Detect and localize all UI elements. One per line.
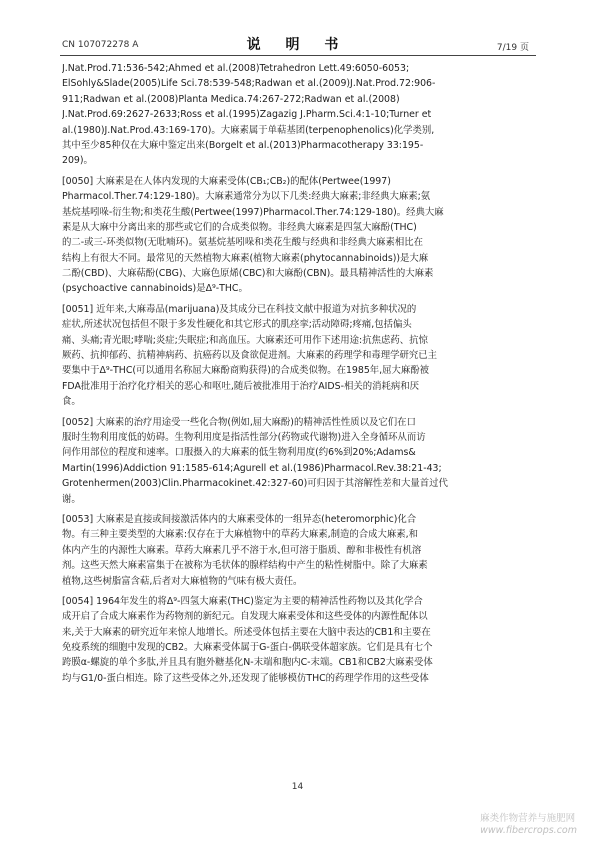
text-line: [0052] 大麻素的治疗用途受一些化合物(例如,屈大麻酚)的精神活性性质以及它们在口 (62, 416, 416, 428)
text-line: J.Nat.Prod.69:2627-2633;Ross et al.(1995)Zagazig J.Pharm.Sci.4:1-10;Turner et (62, 109, 432, 121)
paragraph (62, 594, 536, 686)
text-line: 食。 (62, 396, 81, 408)
paragraph (62, 415, 536, 507)
text-line: 问作用部位的程度和速率。口服摄入的大麻素的低生物利用度(约6%到20%;Adams& (62, 447, 416, 459)
watermark-text: 麻类作物营养与施肥网 (480, 813, 576, 824)
text-line: al.(1980)J.Nat.Prod.43:169-170)。大麻素属于单萜基团(terpenophenolics)化学类别, (62, 124, 435, 136)
text-line: [0050] 大麻素是在人体内发现的大麻素受体(CB₁;CB₂)的配体(Pertwee(1997) (62, 175, 391, 187)
text-line: [0053] 大麻素是直接或间接激活体内的大麻素受体的一组异态(heteromorphic)化合 (62, 513, 417, 525)
text-line: 911;Radwan et al.(2008)Planta Medica.74:267-272;Radwan et al.(2008) (62, 93, 400, 105)
text-line: 结构上有很大不同。最常见的天然植物大麻素(植物大麻素(phytocannabinoids))是大麻 (62, 252, 429, 264)
text-line: 其中至少85种仅在大麻中鉴定出来(Borgelt et al.(2013)Pharmacotherapy 33:195- (62, 139, 424, 151)
text-line: Martin(1996)Addiction 91:1585-614;Agurell et al.(1986)Pharmacol.Rev.38:21-43; (62, 462, 442, 474)
paragraph (62, 174, 536, 297)
page-number: 14 (291, 782, 304, 792)
header-divider (60, 55, 536, 56)
text-line: Grotenhermen(2003)Clin.Pharmacokinet.42:327-60)可归因于其溶解性差和大量首过代 (62, 478, 448, 490)
document-number: CN 107072278 A (62, 40, 139, 50)
text-line: 痛、头痛;青光眼;哮喘;炎症;失眠症;和高血压。大麻素还可用作下述用途:抗焦虑药、抗惊 (62, 334, 428, 346)
text-line: J.Nat.Prod.71:536-542;Ahmed et al.(2008)Tetrahedron Lett.49:6050-6053; (62, 63, 410, 74)
text-line: 剂。这些天然大麻素富集于在被称为毛状体的腺样结构中产生的粘性树脂中。除了大麻素 (62, 560, 428, 572)
text-line: 植物,这些树脂富含萜,后者对大麻植物的气味有极大责任。 (62, 575, 303, 587)
text-line: 跨膜α-螺旋的单个多肽,并且具有胞外糖基化N-末端和胞内C-末端。CB1和CB2大麻素受体 (62, 657, 433, 669)
text-line: 的二-或三-环类似物(无吡喃环)。氨基烷基吲哚和类花生酸与经典和非经典大麻素相比在 (62, 237, 423, 249)
watermark-url: www.fibercrops.com (480, 825, 577, 836)
text-line: 来,关于大麻素的研究近年来惊人地增长。所述受体包括主要在大脑中表达的CB1和主要在 (62, 626, 431, 638)
text-line: 基烷基吲哚-衍生物;和类花生酸(Pertwee(1997)Pharmacol.Ther.74:129-180)。经典大麻 (62, 206, 444, 218)
text-line: 厥药、抗抑郁药、抗精神病药、抗癌药以及食欲促进剂。大麻素的药理学和毒理学研究已主 (62, 350, 438, 362)
text-line: 物。有三种主要类型的大麻素:仅存在于大麻植物中的草药大麻素,制造的合成大麻素,和 (62, 529, 418, 541)
text-line: 均与G1/0-蛋白相连。除了这些受体之外,还发现了能够模仿THC的药理学作用的这些受体 (62, 672, 429, 684)
page-title: 说 明 书 (246, 37, 349, 53)
text-line: ElSohly&Slade(2005)Life Sci.78:539-548;Radwan et al.(2009)J.Nat.Prod.72:906- (62, 78, 436, 90)
text-line: 二酚(CBD)、大麻萜酚(CBG)、大麻色原烯(CBC)和大麻酚(CBN)。最具精神活性的大麻素 (62, 268, 434, 280)
text-line: 209)。 (62, 155, 93, 167)
text-line: 体内产生的内源性大麻素。草药大麻素几乎不溶于水,但可溶于脂质、醇和非极性有机溶 (62, 544, 422, 556)
text-line: 症状,所述状况包括但不限于多发性硬化和其它形式的肌痉挛;活动障碍;疼痛,包括偏头 (62, 319, 412, 331)
text-line: 成开启了合成大麻素作为药物剂的新纪元。自发现大麻素受体和这些受体的内源性配体以 (62, 611, 428, 623)
text-line: [0054] 1964年发生的将Δ⁹-四氢大麻素(THC)鉴定为主要的精神活性药物以及其化学合 (62, 595, 423, 607)
text-line: FDA批准用于治疗化疗相关的恶心和呕吐,随后被批准用于治疗AIDS-相关的消耗病和厌 (62, 380, 419, 392)
paragraph (62, 512, 536, 589)
watermark (480, 810, 577, 836)
text-line: 素是从大麻中分离出来的那些或它们的合成类似物。非经典大麻素是四氢大麻酚(THC) (62, 221, 417, 233)
text-line: 要集中于Δ⁹-THC(可以通用名称屈大麻酚商购获得)的合成类似物。在1985年,屈大麻酚被 (62, 365, 430, 377)
page-indicator: 7/19 页 (496, 43, 529, 53)
paragraph (62, 61, 536, 169)
text-line: (psychoactive cannabinoids)是Δ⁹-THC。 (62, 283, 248, 295)
paragraph (62, 302, 536, 410)
text-line: [0051] 近年来,大麻毒品(marijuana)及其成分已在科技文献中报道为对抗多种状况的 (62, 303, 417, 315)
text-line: 谢。 (62, 493, 81, 505)
text-line: 服时生物利用度低的妨碍。生物利用度是指活性部分(药物或代谢物)进入全身循环从而访 (62, 431, 426, 443)
text-line: Pharmacol.Ther.74:129-180)。大麻素通常分为以下几类:经典大麻素;非经典大麻素;氨 (62, 191, 431, 203)
document-body (62, 61, 536, 686)
text-line: 免疫系统的细胞中发现的CB2。大麻素受体属于G-蛋白-偶联受体超家族。它们是具有七个 (62, 642, 433, 654)
